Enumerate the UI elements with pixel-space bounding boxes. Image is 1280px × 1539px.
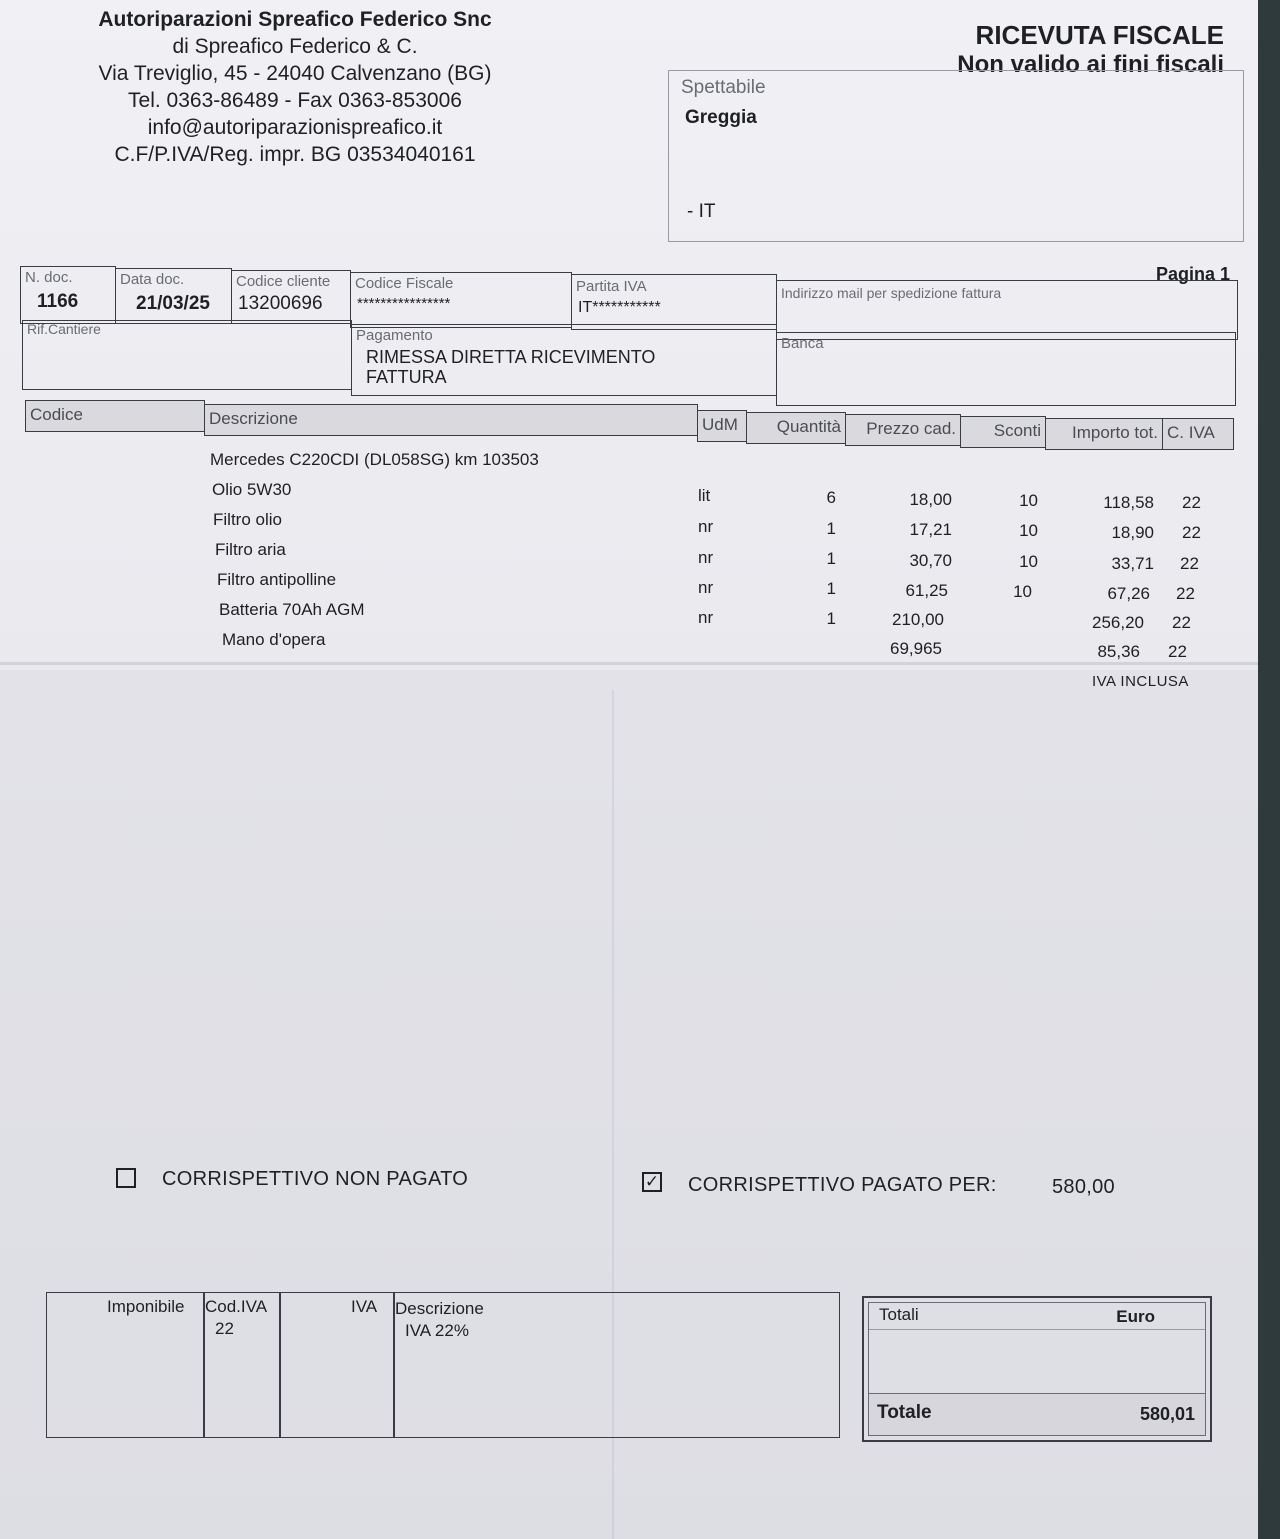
vat-label: IVA [351, 1297, 378, 1316]
col-header-discount: Sconti [960, 416, 1046, 448]
item-udm: nr [698, 578, 714, 597]
table-row [0, 510, 1258, 540]
vat-number-cell [571, 274, 777, 330]
col-header-vat-code: C. IVA [1162, 418, 1234, 450]
doc-date-cell [115, 268, 232, 324]
item-vat-code: 22 [1172, 613, 1191, 632]
col-header-quantity: Quantità [746, 412, 846, 444]
bank-cell [776, 332, 1236, 406]
item-discount: 10 [1013, 582, 1032, 601]
item-vat-code: 22 [1180, 554, 1199, 573]
col-header-udm: UdM [697, 410, 747, 442]
item-description: Filtro antipolline [217, 570, 337, 589]
payment-method-line2: FATTURA [366, 367, 447, 387]
total-amount: 580,01 [1139, 1404, 1195, 1424]
document-subtitle: Non valido ai fini fiscali [957, 51, 1224, 78]
email-label: Indirizzo mail per spedizione fattura [781, 285, 1002, 301]
table-row [0, 630, 1258, 660]
company-email: info@autoriparazionispreafico.it [147, 116, 443, 139]
item-total: 118,58 [1103, 493, 1154, 512]
tax-code: **************** [357, 295, 451, 312]
table-row [0, 480, 1258, 510]
vat-code-label: Cod.IVA [205, 1297, 268, 1316]
tax-code-cell [350, 272, 572, 328]
col-header-description: Descrizione [204, 404, 698, 436]
item-description: Mano d'opera [222, 630, 326, 649]
item-total: 85,36 [1097, 642, 1140, 661]
unpaid-label: CORRISPETTIVO NON PAGATO [162, 1168, 469, 1190]
col-header-code: Codice [25, 400, 205, 432]
item-quantity: 1 [826, 549, 836, 568]
company-header [70, 6, 520, 168]
email-cell [776, 280, 1238, 340]
doc-date: 21/03/25 [136, 293, 210, 314]
item-discount: 10 [1019, 491, 1038, 510]
col-header-total: Importo tot. [1045, 418, 1163, 450]
totals-box [862, 1296, 1212, 1442]
total-label: Totale [877, 1402, 932, 1423]
document-title: RICEVUTA FISCALE [975, 20, 1224, 50]
company-phone: Tel. 0363-86489 - Fax 0363-853006 [128, 89, 462, 112]
bank-label: Banca [781, 335, 824, 352]
taxable-label: Imponibile [107, 1297, 185, 1316]
company-owner: di Spreafico Federico & C. [172, 35, 418, 58]
site-reference-label: Rif.Cantiere [27, 321, 101, 337]
vehicle-line: Mercedes C220CDI (DL058SG) km 103503 [210, 450, 539, 469]
table-row [0, 600, 1258, 630]
paid-amount: 580,00 [1052, 1176, 1115, 1198]
vat-number-label: Partita IVA [576, 278, 647, 295]
col-header-unit-price: Prezzo cad. [845, 414, 961, 446]
item-unit-price: 210,00 [892, 610, 944, 629]
item-udm: lit [698, 486, 711, 505]
item-vat-code: 22 [1182, 523, 1201, 542]
check-mark-icon: ✓ [644, 1172, 660, 1191]
paid-label: CORRISPETTIVO PAGATO PER: [688, 1174, 997, 1196]
item-description: Filtro olio [213, 510, 282, 529]
paper-crease-horizontal [0, 662, 1258, 665]
site-reference-cell [22, 320, 352, 390]
item-total: 67,26 [1107, 584, 1150, 603]
item-vat-code: 22 [1182, 493, 1201, 512]
vat-description-label: Descrizione [395, 1299, 484, 1318]
table-row [0, 540, 1258, 573]
item-discount: 10 [1019, 552, 1038, 571]
item-quantity: 1 [826, 579, 836, 598]
recipient-label: Spettabile [681, 77, 766, 98]
item-quantity: 1 [826, 609, 836, 628]
table-row [0, 570, 1258, 603]
item-unit-price: 61,25 [905, 581, 948, 600]
vat-summary-box [46, 1292, 840, 1438]
doc-date-label: Data doc. [120, 271, 185, 288]
company-tax-id: C.F/P.IVA/Reg. impr. BG 03534040161 [114, 143, 476, 166]
item-quantity: 1 [826, 519, 836, 538]
recipient-name: Greggia [685, 107, 757, 128]
vat-included-note: IVA INCLUSA [1092, 673, 1189, 690]
client-code-label: Codice cliente [236, 273, 331, 290]
client-code-cell [231, 270, 351, 324]
vat-description: IVA 22% [405, 1321, 469, 1340]
item-total: 256,20 [1092, 613, 1144, 632]
totals-inner [868, 1302, 1206, 1436]
item-total: 18,90 [1111, 523, 1154, 542]
vat-divider [279, 1293, 281, 1437]
item-udm: nr [698, 517, 714, 536]
company-address: Via Treviglio, 45 - 24040 Calvenzano (BG) [98, 62, 492, 85]
paid-checkbox[interactable] [642, 1172, 662, 1192]
item-description: Olio 5W30 [212, 480, 292, 499]
item-description: Filtro aria [215, 540, 286, 559]
company-name: Autoriparazioni Spreafico Federico Snc [98, 8, 492, 31]
item-quantity: 6 [826, 488, 836, 507]
vat-number: IT*********** [578, 299, 661, 316]
item-udm: nr [698, 548, 714, 567]
item-unit-price: 30,70 [909, 551, 952, 570]
item-unit-price: 17,21 [909, 520, 952, 539]
tax-code-label: Codice Fiscale [355, 275, 454, 292]
recipient-box [668, 70, 1244, 242]
total-row [869, 1393, 1205, 1435]
totals-label: Totali [879, 1305, 919, 1324]
vat-code-value: 22 [215, 1319, 234, 1338]
payment-label: Pagamento [356, 327, 433, 344]
item-udm: nr [698, 608, 714, 627]
item-total: 33,71 [1111, 554, 1154, 573]
currency-label: Euro [1116, 1307, 1155, 1326]
totals-divider [869, 1329, 1205, 1330]
item-unit-price: 69,965 [890, 639, 942, 658]
item-discount: 10 [1019, 521, 1038, 540]
item-vat-code: 22 [1168, 642, 1187, 661]
page-number: Pagina 1 [1155, 264, 1230, 284]
payment-method-line1: RIMESSA DIRETTA RICEVIMENTO [366, 347, 656, 367]
payment-cell [351, 324, 777, 396]
item-vat-code: 22 [1176, 584, 1195, 603]
unpaid-checkbox[interactable] [116, 1168, 136, 1188]
item-unit-price: 18,00 [909, 490, 952, 509]
doc-number-label: N. doc. [25, 269, 73, 286]
doc-number-cell [20, 266, 116, 324]
item-description: Batteria 70Ah AGM [219, 600, 365, 619]
client-code: 13200696 [238, 293, 323, 314]
doc-number: 1166 [37, 291, 79, 312]
recipient-country: - IT [687, 201, 716, 222]
